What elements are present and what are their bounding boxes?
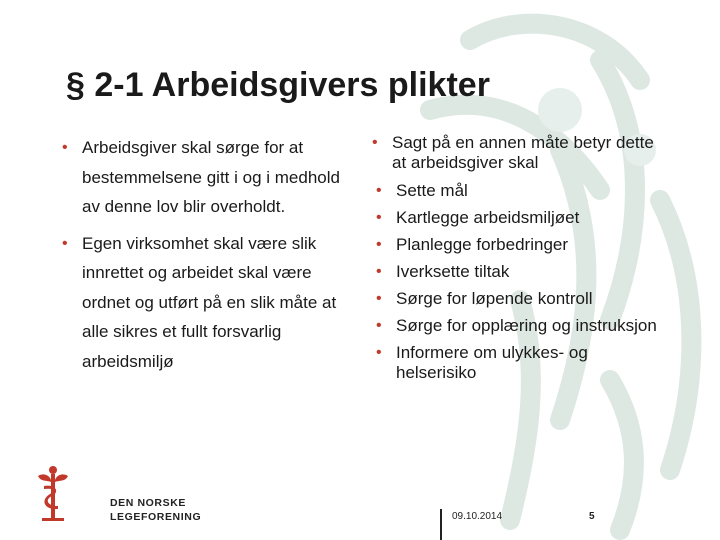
list-item-text: Egen virksomhet skal være slik innrettet og arbeidet skal være ordnet og utført på en slik måte at alle sikres et fullt forsvarlig arbeidsmiljø xyxy=(82,233,337,371)
list-item-text: Sørge for opplæring og instruksjon xyxy=(396,316,657,335)
list-item-text: Iverksette tiltak xyxy=(396,262,510,281)
list-item-intro xyxy=(372,133,672,173)
list-item-text: Sette mål xyxy=(396,181,468,200)
bullet-icon: • xyxy=(376,182,382,199)
left-bullet-list xyxy=(62,133,352,376)
list-item-text: Arbeidsgiver skal sørge for at bestemmelsene gitt i og i medhold av denne lov blir overholdt. xyxy=(82,138,340,216)
organization-logo xyxy=(30,460,202,530)
list-item xyxy=(376,181,672,201)
bullet-icon: • xyxy=(372,134,378,151)
list-item xyxy=(376,235,672,255)
list-item-text: Sørge for løpende kontroll xyxy=(396,289,593,308)
list-item-text: Planlegge forbedringer xyxy=(396,235,569,254)
list-item-text: Kartlegge arbeidsmiljøet xyxy=(396,208,580,227)
list-item xyxy=(376,289,672,309)
slide-title: § 2-1 Arbeidsgivers plikter xyxy=(66,66,490,104)
bullet-icon: • xyxy=(376,263,382,280)
bullet-icon: • xyxy=(376,344,382,361)
bullet-icon: • xyxy=(376,236,382,253)
list-item xyxy=(62,133,352,222)
logo-text-line1: DEN NORSKE xyxy=(110,497,187,509)
bullet-icon: • xyxy=(376,290,382,307)
list-item xyxy=(376,208,672,228)
bullet-icon: • xyxy=(376,209,382,226)
right-bullet-list xyxy=(372,133,672,383)
asclepius-emblem-icon xyxy=(30,462,76,524)
footer-date: 09.10.2014 xyxy=(452,511,503,522)
logo-text-line2: LEGEFORENING xyxy=(110,511,202,523)
page-number: 5 xyxy=(589,511,595,522)
bullet-icon: • xyxy=(62,234,68,252)
bullet-icon: • xyxy=(62,139,68,156)
left-column xyxy=(62,133,352,383)
list-item xyxy=(376,316,672,336)
list-item xyxy=(62,229,352,377)
list-item xyxy=(376,262,672,282)
footer-divider xyxy=(440,509,442,540)
bullet-icon: • xyxy=(376,317,382,334)
list-item xyxy=(376,343,672,383)
list-item-text: Sagt på en annen måte betyr dette at arbeidsgiver skal xyxy=(392,133,654,172)
right-column xyxy=(372,133,672,390)
list-item-text: Informere om ulykkes- og helserisiko xyxy=(396,343,588,382)
